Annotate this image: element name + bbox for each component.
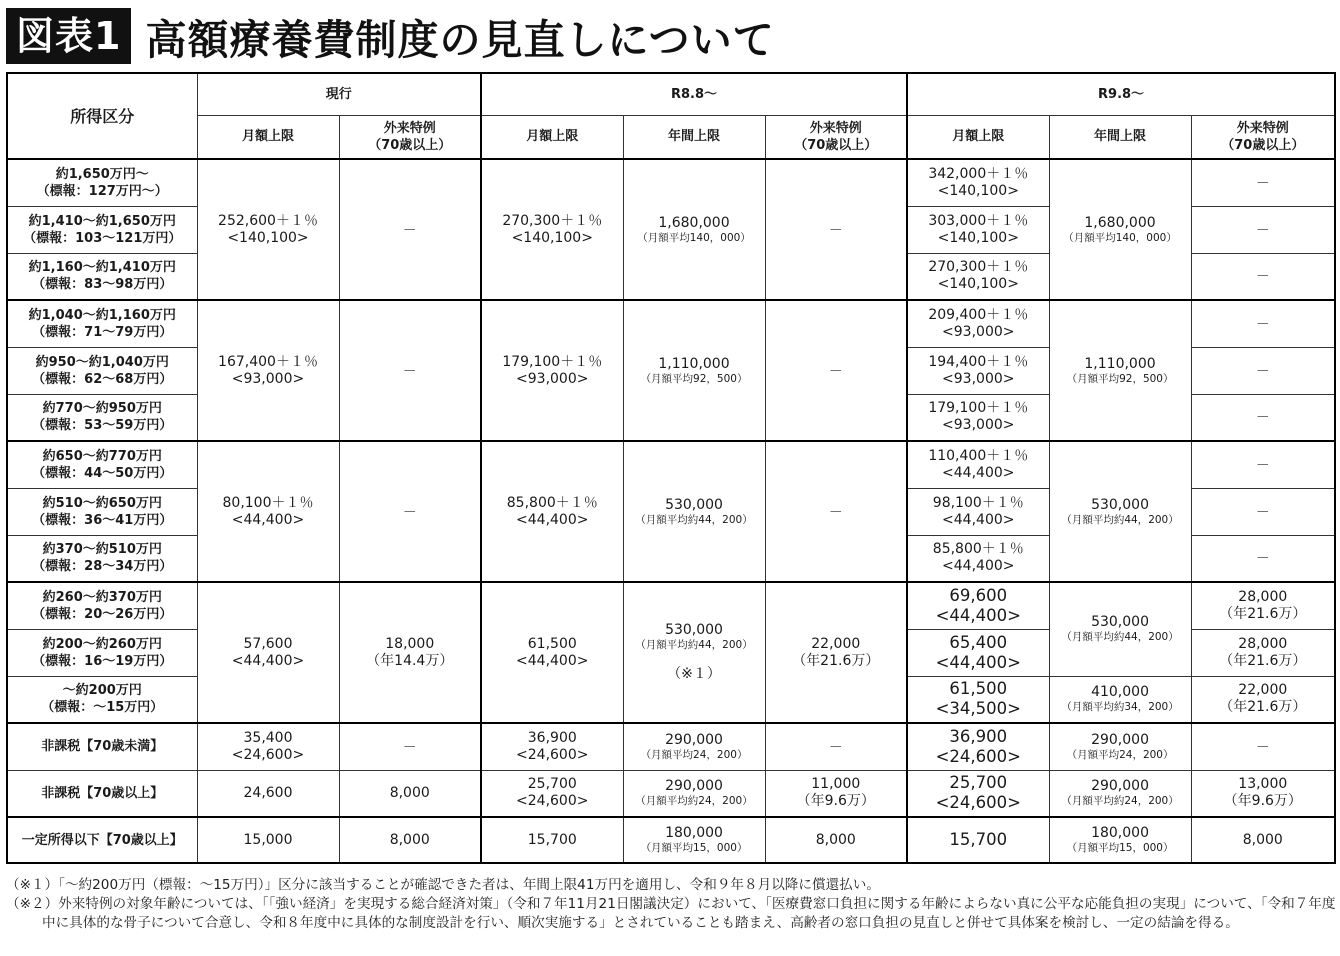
- income-cell: ～約200万円 （標報：～15万円）: [7, 676, 197, 723]
- r9-annual-cell: 1,110,000 （月額平均92，500）: [1049, 300, 1191, 441]
- r9-outpatient-cell: －: [1191, 347, 1335, 394]
- r9-monthly-cell: 15,700: [907, 817, 1049, 863]
- income-cell: 非課税【70歳以上】: [7, 770, 197, 817]
- r8-monthly-cell: 270,300＋１％ <140,100>: [481, 159, 623, 300]
- r8-annual-cell: 290,000 （月額平均24，200）: [623, 723, 765, 770]
- cur-monthly-cell: 15,000: [197, 817, 339, 863]
- cur-outpatient-cell: 8,000: [339, 770, 481, 817]
- r9-annual-cell: 290,000 （月額平均約24，200）: [1049, 770, 1191, 817]
- r9-annual-cell: 530,000 （月額平均約44，200）: [1049, 582, 1191, 676]
- income-cell: 約200～約260万円 （標報：16～19万円）: [7, 629, 197, 676]
- r9-monthly-cell: 179,100＋１％ <93,000>: [907, 394, 1049, 441]
- r9-outpatient-cell: －: [1191, 441, 1335, 488]
- r8-outpatient-cell: 11,000 （年9.6万）: [765, 770, 907, 817]
- r9-monthly-cell: 65,400 <44,400>: [907, 629, 1049, 676]
- r9-annual-cell: 1,680,000 （月額平均140，000）: [1049, 159, 1191, 300]
- income-cell: 非課税【70歳未満】: [7, 723, 197, 770]
- r9-annual-cell: 180,000 （月額平均15，000）: [1049, 817, 1191, 863]
- header-r98: R9.8～: [907, 73, 1335, 115]
- r8-monthly-cell: 85,800＋１％ <44,400>: [481, 441, 623, 582]
- r8-outpatient-cell: 22,000 （年21.6万）: [765, 582, 907, 723]
- r8-annual-cell: 1,680,000 （月額平均140，000）: [623, 159, 765, 300]
- r9-outpatient-cell: －: [1191, 300, 1335, 347]
- r9-outpatient-cell: 28,000 （年21.6万）: [1191, 582, 1335, 629]
- cur-monthly-cell: 35,400 <24,600>: [197, 723, 339, 770]
- r8-outpatient-cell: 8,000: [765, 817, 907, 863]
- r9-monthly-cell: 98,100＋１％ <44,400>: [907, 488, 1049, 535]
- income-cell: 一定所得以下【70歳以上】: [7, 817, 197, 863]
- income-cell: 約260～約370万円 （標報：20～26万円）: [7, 582, 197, 629]
- r9-outpatient-cell: 22,000 （年21.6万）: [1191, 676, 1335, 723]
- income-cell: 約370～約510万円 （標報：28～34万円）: [7, 535, 197, 582]
- header-r9-monthly: 月額上限: [907, 115, 1049, 159]
- title-row: [6, 8, 775, 64]
- r9-monthly-cell: 194,400＋１％ <93,000>: [907, 347, 1049, 394]
- r9-annual-cell: 530,000 （月額平均約44，200）: [1049, 441, 1191, 582]
- footnotes: [6, 876, 1336, 933]
- r9-monthly-cell: 209,400＋１％ <93,000>: [907, 300, 1049, 347]
- cur-outpatient-cell: 18,000 （年14.4万）: [339, 582, 481, 723]
- cur-outpatient-cell: －: [339, 159, 481, 300]
- r8-outpatient-cell: －: [765, 300, 907, 441]
- r8-annual-cell: 180,000 （月額平均15，000）: [623, 817, 765, 863]
- income-cell: 約1,650万円～ （標報：127万円～）: [7, 159, 197, 206]
- header-r9-annual: 年間上限: [1049, 115, 1191, 159]
- cur-monthly-cell: 24,600: [197, 770, 339, 817]
- header-r9-outpatient: 外来特例 （70歳以上）: [1191, 115, 1335, 159]
- r8-monthly-cell: 36,900 <24,600>: [481, 723, 623, 770]
- r9-monthly-cell: 61,500 <34,500>: [907, 676, 1049, 723]
- header-current: 現行: [197, 73, 481, 115]
- r8-annual-cell: 1,110,000 （月額平均92，500）: [623, 300, 765, 441]
- r9-monthly-cell: 69,600 <44,400>: [907, 582, 1049, 629]
- cur-monthly-cell: 80,100＋１％ <44,400>: [197, 441, 339, 582]
- r9-outpatient-cell: －: [1191, 723, 1335, 770]
- cur-monthly-cell: 57,600 <44,400>: [197, 582, 339, 723]
- header-r8-outpatient: 外来特例 （70歳以上）: [765, 115, 907, 159]
- header-income: 所得区分: [7, 73, 197, 159]
- r9-outpatient-cell: －: [1191, 488, 1335, 535]
- footnote-2: （※２）外来特例の対象年齢については、「「強い経済」を実現する総合経済対策」（令和７年11月21日閣議決定）において、「医療費窓口負担に関する年齢によらない真に公平な応能負担の実現」について、「令和７年度中に具体的な骨子について合意し、令和８年度中に具体的な制度設計を行い、順次実施する」とされていることも踏まえ、高齢者の窓口負担の見直しと併せて具体案を検討し、一定の結論を得る。: [6, 896, 1336, 931]
- header-cur-outpatient: 外来特例 （70歳以上）: [339, 115, 481, 159]
- footnote-ref: （※１）: [667, 666, 721, 682]
- header-r8-annual: 年間上限: [623, 115, 765, 159]
- r8-outpatient-cell: －: [765, 723, 907, 770]
- r8-monthly-cell: 25,700 <24,600>: [481, 770, 623, 817]
- r9-outpatient-cell: －: [1191, 394, 1335, 441]
- r9-monthly-cell: 342,000＋１％ <140,100>: [907, 159, 1049, 206]
- r9-outpatient-cell: －: [1191, 535, 1335, 582]
- r9-monthly-cell: 25,700 <24,600>: [907, 770, 1049, 817]
- r9-outpatient-cell: 13,000 （年9.6万）: [1191, 770, 1335, 817]
- header-r88: R8.8～: [481, 73, 907, 115]
- r8-monthly-cell: 179,100＋１％ <93,000>: [481, 300, 623, 441]
- r8-outpatient-cell: －: [765, 159, 907, 300]
- r8-monthly-cell: 15,700: [481, 817, 623, 863]
- benefit-table: [6, 72, 1336, 864]
- cur-outpatient-cell: －: [339, 300, 481, 441]
- income-cell: 約650～約770万円 （標報：44～50万円）: [7, 441, 197, 488]
- r8-monthly-cell: 61,500 <44,400>: [481, 582, 623, 723]
- r9-outpatient-cell: －: [1191, 159, 1335, 206]
- r9-annual-cell: 290,000 （月額平均24，200）: [1049, 723, 1191, 770]
- r9-monthly-cell: 270,300＋１％ <140,100>: [907, 253, 1049, 300]
- r9-monthly-cell: 36,900 <24,600>: [907, 723, 1049, 770]
- cur-monthly-cell: 167,400＋１％ <93,000>: [197, 300, 339, 441]
- cur-outpatient-cell: －: [339, 441, 481, 582]
- r9-annual-cell: 410,000 （月額平均約34，200）: [1049, 676, 1191, 723]
- r9-outpatient-cell: 8,000: [1191, 817, 1335, 863]
- cur-outpatient-cell: －: [339, 723, 481, 770]
- r9-outpatient-cell: －: [1191, 253, 1335, 300]
- income-cell: 約950～約1,040万円 （標報：62～68万円）: [7, 347, 197, 394]
- r8-annual-cell: 530,000 （月額平均約44，200）: [623, 441, 765, 582]
- income-cell: 約1,040～約1,160万円 （標報：71～79万円）: [7, 300, 197, 347]
- income-cell: 約1,160～約1,410万円 （標報：83～98万円）: [7, 253, 197, 300]
- header-cur-monthly: 月額上限: [197, 115, 339, 159]
- page-title: 高額療養費制度の見直しについて: [145, 15, 775, 64]
- r8-annual-cell: 530,000 （月額平均約44，200） （※１）: [623, 582, 765, 723]
- r8-annual-cell: 290,000 （月額平均約24，200）: [623, 770, 765, 817]
- income-cell: 約1,410～約1,650万円 （標報：103～121万円）: [7, 206, 197, 253]
- r9-outpatient-cell: －: [1191, 206, 1335, 253]
- r9-monthly-cell: 303,000＋１％ <140,100>: [907, 206, 1049, 253]
- income-cell: 約770～約950万円 （標報：53～59万円）: [7, 394, 197, 441]
- header-r8-monthly: 月額上限: [481, 115, 623, 159]
- r9-outpatient-cell: 28,000 （年21.6万）: [1191, 629, 1335, 676]
- r8-outpatient-cell: －: [765, 441, 907, 582]
- cur-monthly-cell: 252,600＋１％ <140,100>: [197, 159, 339, 300]
- income-cell: 約510～約650万円 （標報：36～41万円）: [7, 488, 197, 535]
- figure-badge: 図表1: [6, 8, 131, 64]
- cur-outpatient-cell: 8,000: [339, 817, 481, 863]
- r9-monthly-cell: 110,400＋１％ <44,400>: [907, 441, 1049, 488]
- r9-monthly-cell: 85,800＋１％ <44,400>: [907, 535, 1049, 582]
- footnote-1: （※１）「～約200万円（標報：～15万円）」区分に該当することが確認できた者は、年間上限41万円を適用し、令和９年８月以降に償還払い。: [6, 877, 880, 893]
